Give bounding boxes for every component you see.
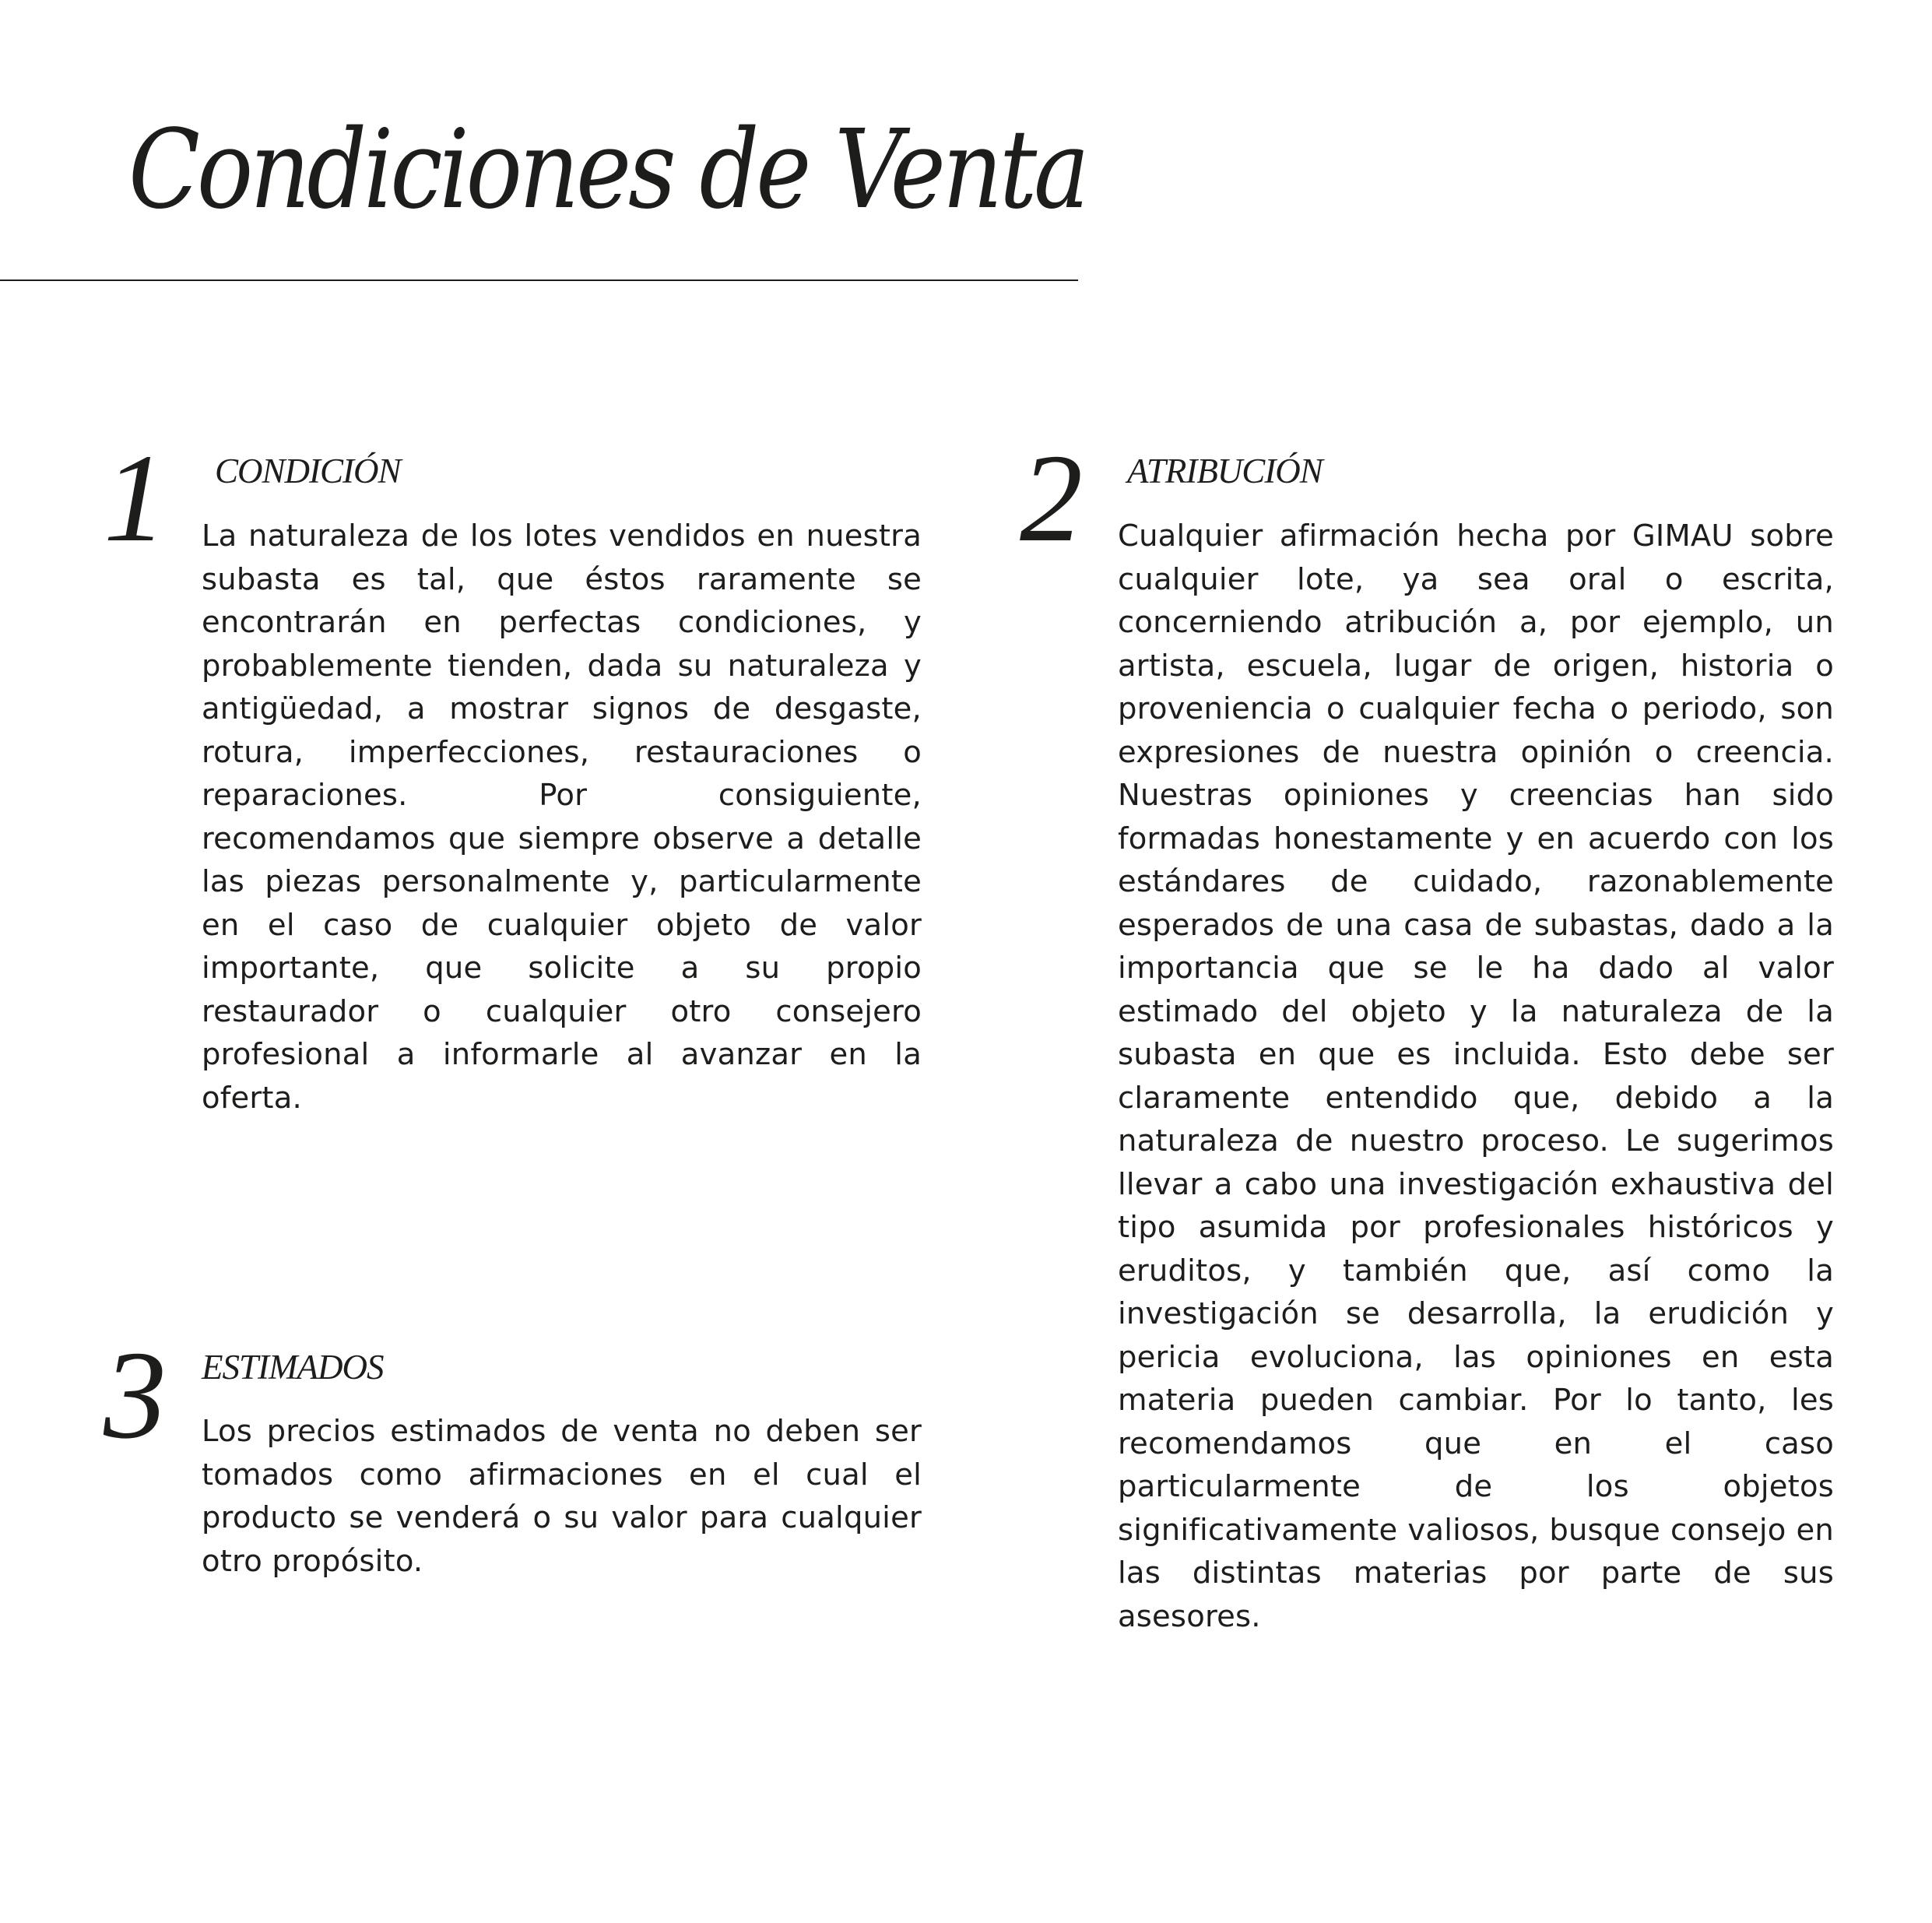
title-divider <box>0 279 1078 281</box>
section-body: La naturaleza de los lotes vendidos en nuestra subasta es tal, que éstos raramente se encontrarán en perfectas condiciones, y probablemente tienden, dada su naturaleza y antigüedad, a mostrar signos de desgaste, rotura, imperfecciones, restauraciones o reparaciones. Por consiguiente, recomendamos que siempre observe a detalle las piezas personalmente y, particularmente en el caso de cualquier objeto de valor importante, que solicite a su propio restaurador o cualquier otro consejero profesional a informarle al avanzar en la oferta. <box>202 519 922 1116</box>
section-number: 1 <box>104 429 167 568</box>
section-body: Los precios estimados de venta no deben ser tomados como afirmaciones en el cual el producto se venderá o su valor para cualquier otro propósito. <box>202 1414 922 1579</box>
section-heading: ESTIMADOS <box>202 1348 384 1387</box>
section-number: 2 <box>1020 429 1083 568</box>
section-number: 3 <box>104 1326 167 1465</box>
section-heading: CONDICIÓN <box>215 452 401 490</box>
section-heading: ATRIBUCIÓN <box>1127 452 1323 490</box>
section-body: Cualquier afirmación hecha por GIMAU sobre cualquier lote, ya sea oral o escrita, concerniendo atribución a, por ejemplo, un artista, escuela, lugar de origen, historia o proveniencia o cualquier fecha o periodo, son expresiones de nuestra opinión o creencia. Nuestras opiniones y creencias han sido formadas honestamente y en acuerdo con los estándares de cuidado, razonablemente esperados de una casa de subastas, dado a la importancia que se le ha dado al valor estimado del objeto y la naturaleza de la subasta en que es incluida. Esto debe ser claramente entendido que, debido a la naturaleza de nuestro proceso. Le sugerimos llevar a cabo una investigación exhaustiva del tipo asumida por profesionales históricos y eruditos, y también que, así como la investigación se desarrolla, la erudición y pericia evoluciona, las opiniones en esta materia pueden cambiar. Por lo tanto, les recomendamos que en el caso particularmente de los objetos significativamente valiosos, busque consejo en las distintas materias por parte de sus asesores. <box>1118 519 1834 1634</box>
page-title: Condiciones de Venta <box>128 107 1087 234</box>
